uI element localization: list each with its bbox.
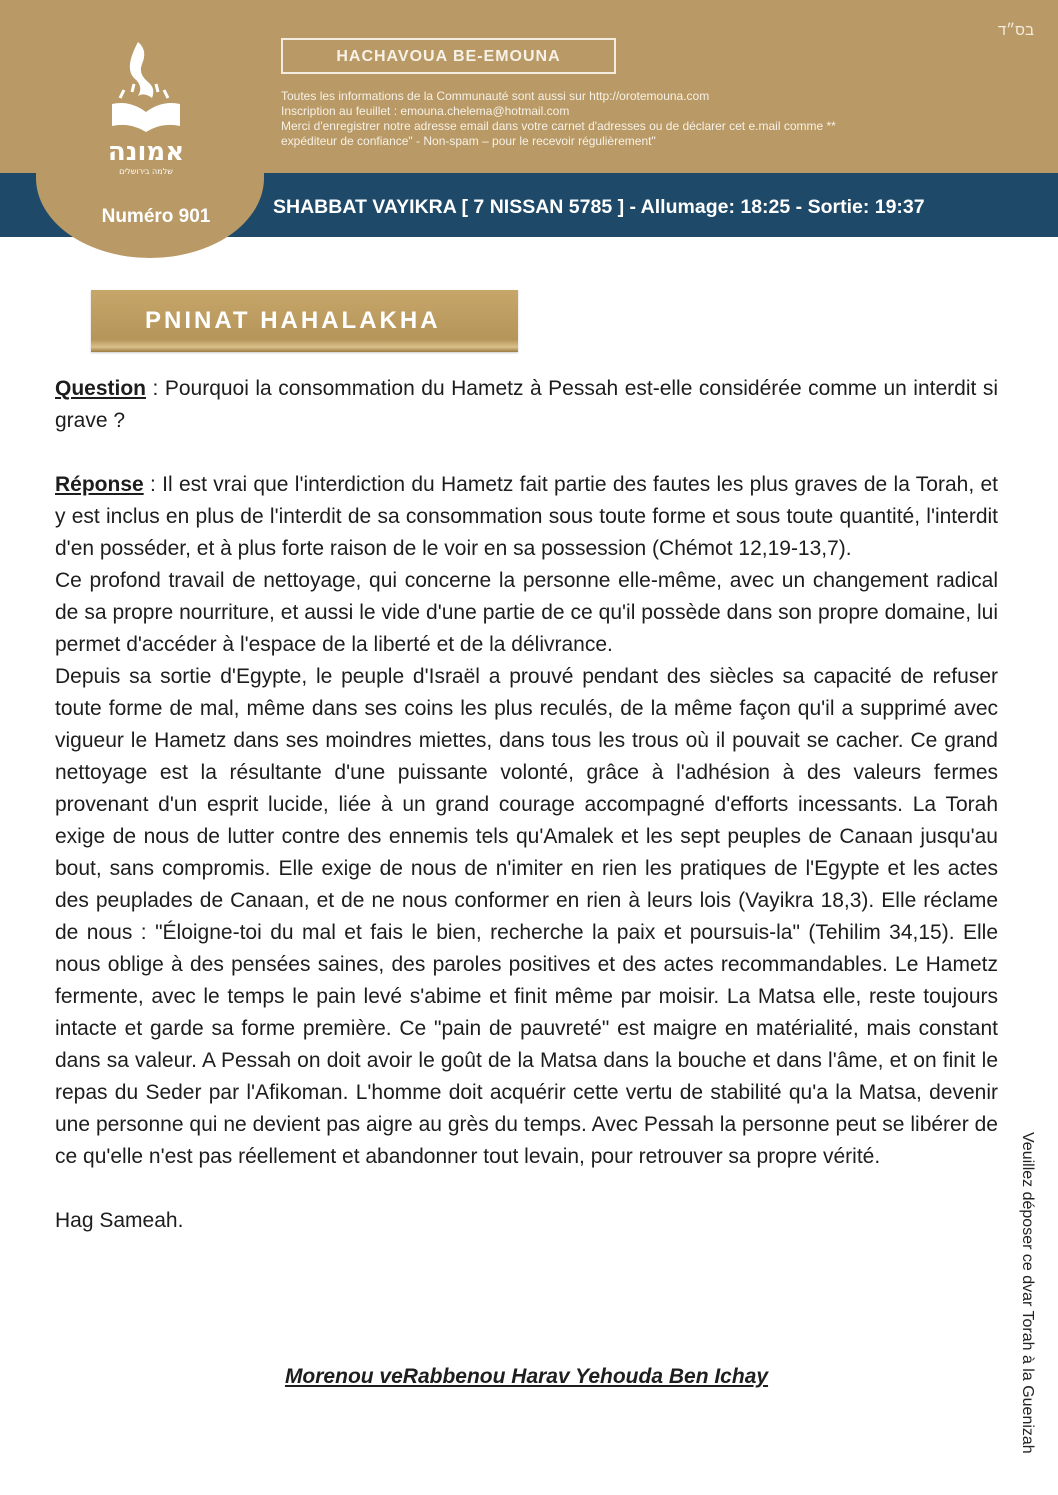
genizah-note — [1016, 1132, 1040, 1478]
answer-paragraph — [55, 469, 998, 565]
info-line: Merci d'enregistrer notre adresse email dans votre carnet d'adresses ou de déclarer cet e.mail comme ** — [281, 119, 836, 133]
paragraph-2: Ce profond travail de nettoyage, qui concerne la personne elle-même, avec un changement radical de sa propre nourriture, et aussi le vide d'une partie de ce qu'il possède dans son propre domaine, lui permet d'accéder à l'espace de la liberté et de la délivrance. — [55, 569, 998, 656]
info-line: Toutes les informations de la Communauté sont aussi sur http://orotemouna.com — [281, 89, 710, 103]
hebrew-bsd: בס״ד — [997, 22, 1034, 39]
logo-text: אמונה — [107, 137, 185, 167]
shabbat-times: SHABBAT VAYIKRA [ 7 NISSAN 5785 ] - Allumage: 18:25 - Sortie: 19:37 — [273, 196, 925, 218]
logo-subtext: שלמה בירושלים — [119, 167, 173, 176]
answer-text: : Il est vrai que l'interdiction du Hametz fait partie des fautes les plus graves de la Torah, et y est inclus en plus de l'interdit de sa consommation sous toute forme et sous toute quantité, l'interdit d'en posséder, et à plus forte raison de le voir en sa possession (Chémot 12,19-13,7). — [55, 473, 998, 560]
question-text: : Pourquoi la consommation du Hametz à Pessah est-elle considérée comme un interdit si grave ? — [55, 377, 998, 432]
info-line: expéditeur de confiance" - Non-spam – pour le recevoir régulièrement" — [281, 134, 656, 148]
emouna-logo — [98, 38, 194, 178]
issue-number: Numéro 901 — [101, 206, 211, 227]
closing: Hag Sameah. — [55, 1209, 184, 1232]
paragraph-3: Depuis sa sortie d'Egypte, le peuple d'Israël a prouvé pendant des siècles sa capacité de refuser toute forme de mal, même dans ses coins les plus reculés, de la même façon qu'il a supprimé avec vigueur le Hametz dans ses moindres miettes, dans tous les trous où il pouvait se cacher. Ce grand nettoyage est la résultante d'une puissante volonté, grâce à l'adhésion à des valeurs fermes provenant d'un esprit lucide, liée à un grand courage accompagné d'efforts incessants. La Torah exige de nous de lutter contre des ennemis tels qu'Amalek et les sept peuples de Canaan jusqu'au bout, sans compromis. Elle exige de nous de n'imiter en rien les pratiques de l'Egypte et les actes des peuplades de Canaan, et de ne nous conformer en rien à leurs lois (Vayikra 18,3). Elle réclame de nous : "Éloigne-toi du mal et fais le bien, recherche la paix et poursuis-la" (Tehilim 34,15). Elle nous oblige à des pensées saines, des paroles positives et des actes recommandables. Le Hametz fermente, avec le temps le pain levé s'abime et finit même par moisir. La Matsa elle, reste toujours intacte et garde sa forme première. Ce "pain de pauvreté" est maigre en matérialité, mais constant dans sa valeur. A Pessah on doit avoir le goût de la Matsa dans la bouche et dans l'âme, et on finit le repas du Seder par l'Afikoman. L'homme doit acquérir cette vertu de stabilité qu'a la Matsa, devenir une personne qui ne devient pas aigre au grès du temps. Avec Pessah la personne peut se libérer de ce qu'elle n'est pas réellement et abandonner tout levain, pour retrouver sa propre vérité. — [55, 665, 998, 1168]
answer-label: Réponse — [55, 473, 144, 496]
publication-title: HACHAVOUA BE-EMOUNA — [281, 38, 616, 74]
genizah-note-text: Veuillez déposer ce dvar Torah à la Guenizah — [1019, 1132, 1036, 1454]
question-label: Question — [55, 377, 147, 400]
masthead-info — [281, 89, 961, 149]
question-paragraph — [55, 373, 998, 437]
section-title: PNINAT HAHALAKHA — [145, 307, 441, 334]
signature: Morenou veRabbenou Harav Yehouda Ben Ichay — [284, 1365, 769, 1388]
info-line: Inscription au feuillet : emouna.chelema@hotmail.com — [281, 104, 570, 118]
article-body — [55, 373, 998, 1237]
section-banner — [91, 290, 518, 352]
